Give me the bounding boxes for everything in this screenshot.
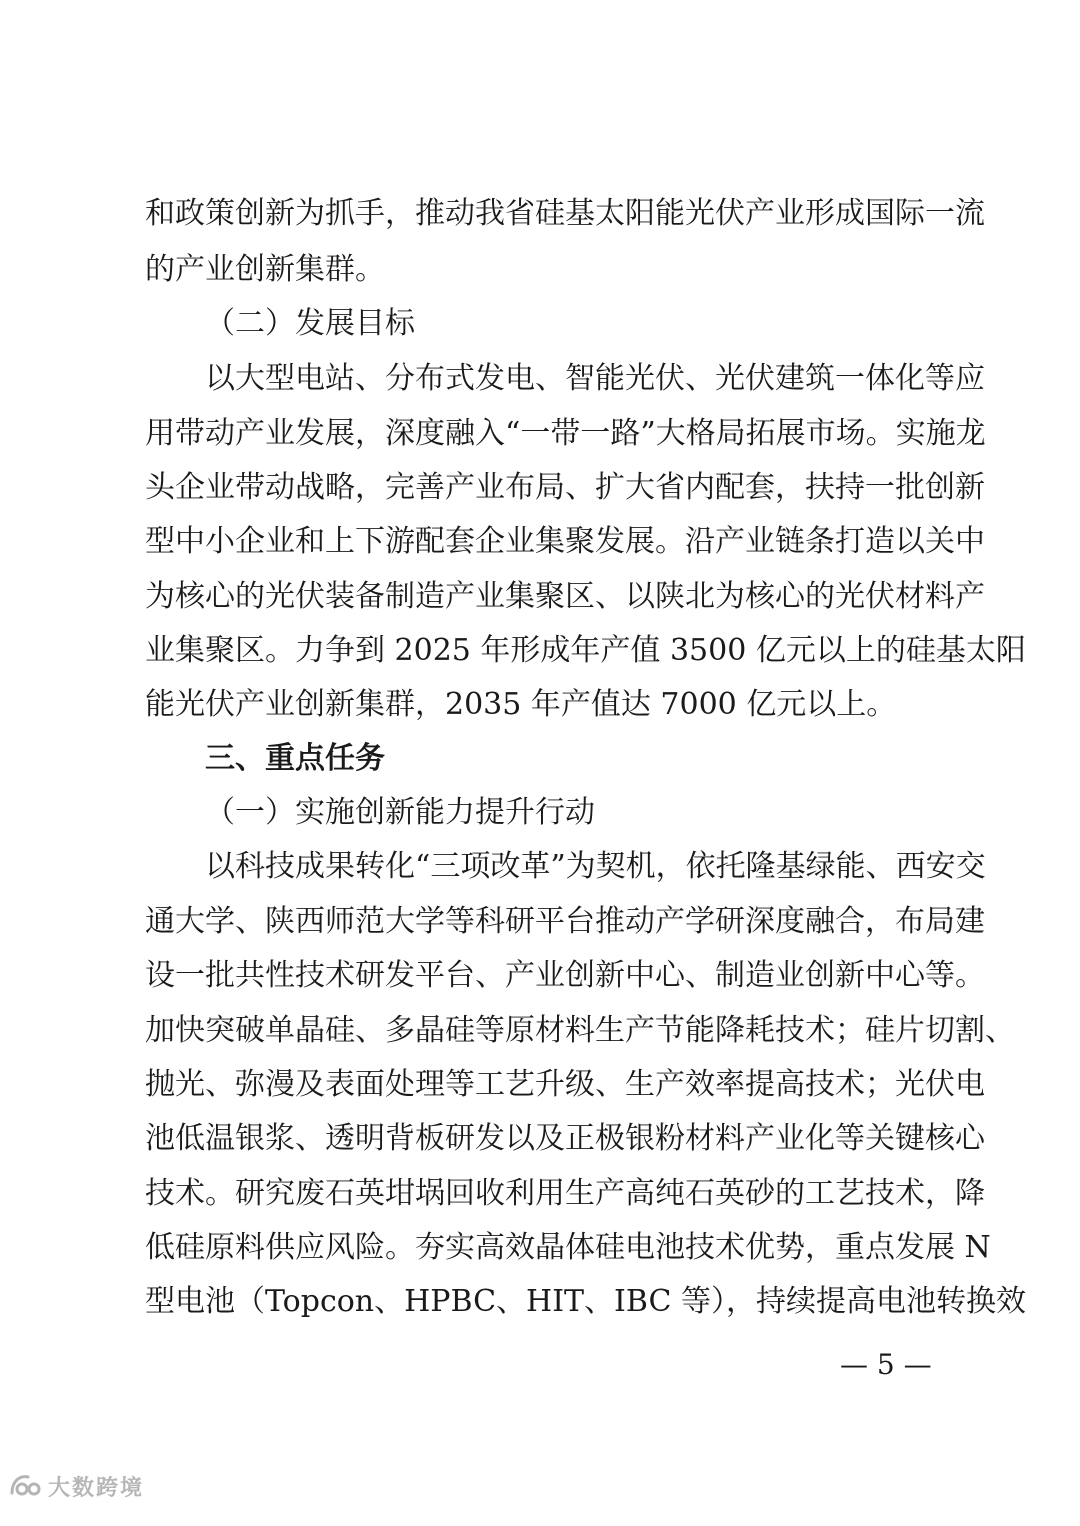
watermark bbox=[8, 1468, 144, 1504]
paragraph-line: 为核心的光伏装备制造产业集聚区、以陕北为核心的光伏材料产 bbox=[145, 579, 985, 614]
paragraph-line: 头企业带动战略，完善产业布局、扩大省内配套，扶持一批创新 bbox=[145, 470, 985, 505]
watermark-text: 大数跨境 bbox=[48, 1475, 145, 1501]
watermark-logo-icon bbox=[8, 1471, 42, 1501]
paragraph-line: 技术。研究废石英坩埚回收利用生产高纯石英砂的工艺技术，降 bbox=[145, 1176, 985, 1211]
paragraph-line: 低硅原料供应风险。夯实高效晶体硅电池技术优势，重点发展 N bbox=[145, 1230, 991, 1265]
paragraph-line: 型电池（Topcon、HPBC、HIT、IBC 等），持续提高电池转换效 bbox=[145, 1284, 1027, 1319]
paragraph-line: 型中小企业和上下游配套企业集聚发展。沿产业链条打造以关中 bbox=[145, 524, 985, 559]
subsection-heading: （一）实施创新能力提升行动 bbox=[205, 795, 595, 830]
paragraph-line: 以科技成果转化“三项改革”为契机，依托隆基绿能、西安交 bbox=[205, 849, 986, 884]
subsection-heading: （二）发展目标 bbox=[205, 306, 415, 341]
paragraph-line: 设一批共性技术研发平台、产业创新中心、制造业创新中心等。 bbox=[145, 958, 985, 993]
paragraph-line: 能光伏产业创新集群，2035 年产值达 7000 亿元以上。 bbox=[145, 687, 897, 722]
page-number: — 5 — bbox=[840, 1348, 932, 1381]
paragraph-line: 业集聚区。力争到 2025 年形成年产值 3500 亿元以上的硅基太阳 bbox=[145, 633, 1026, 668]
paragraph-line: 通大学、陕西师范大学等科研平台推动产学研深度融合，布局建 bbox=[145, 904, 985, 939]
paragraph-line: 用带动产业发展，深度融入“一带一路”大格局拓展市场。实施龙 bbox=[145, 416, 986, 451]
section-heading: 三、重点任务 bbox=[205, 741, 385, 776]
paragraph-line: 的产业创新集群。 bbox=[145, 252, 385, 287]
paragraph-line: 抛光、弥漫及表面处理等工艺升级、生产效率提高技术；光伏电 bbox=[145, 1067, 985, 1102]
paragraph-line: 以大型电站、分布式发电、智能光伏、光伏建筑一体化等应 bbox=[205, 361, 985, 396]
paragraph-line: 池低温银浆、透明背板研发以及正极银粉材料产业化等关键核心 bbox=[145, 1121, 985, 1156]
paragraph-line: 加快突破单晶硅、多晶硅等原材料生产节能降耗技术；硅片切割、 bbox=[145, 1013, 1015, 1048]
paragraph-line: 和政策创新为抓手，推动我省硅基太阳能光伏产业形成国际一流 bbox=[145, 196, 985, 231]
